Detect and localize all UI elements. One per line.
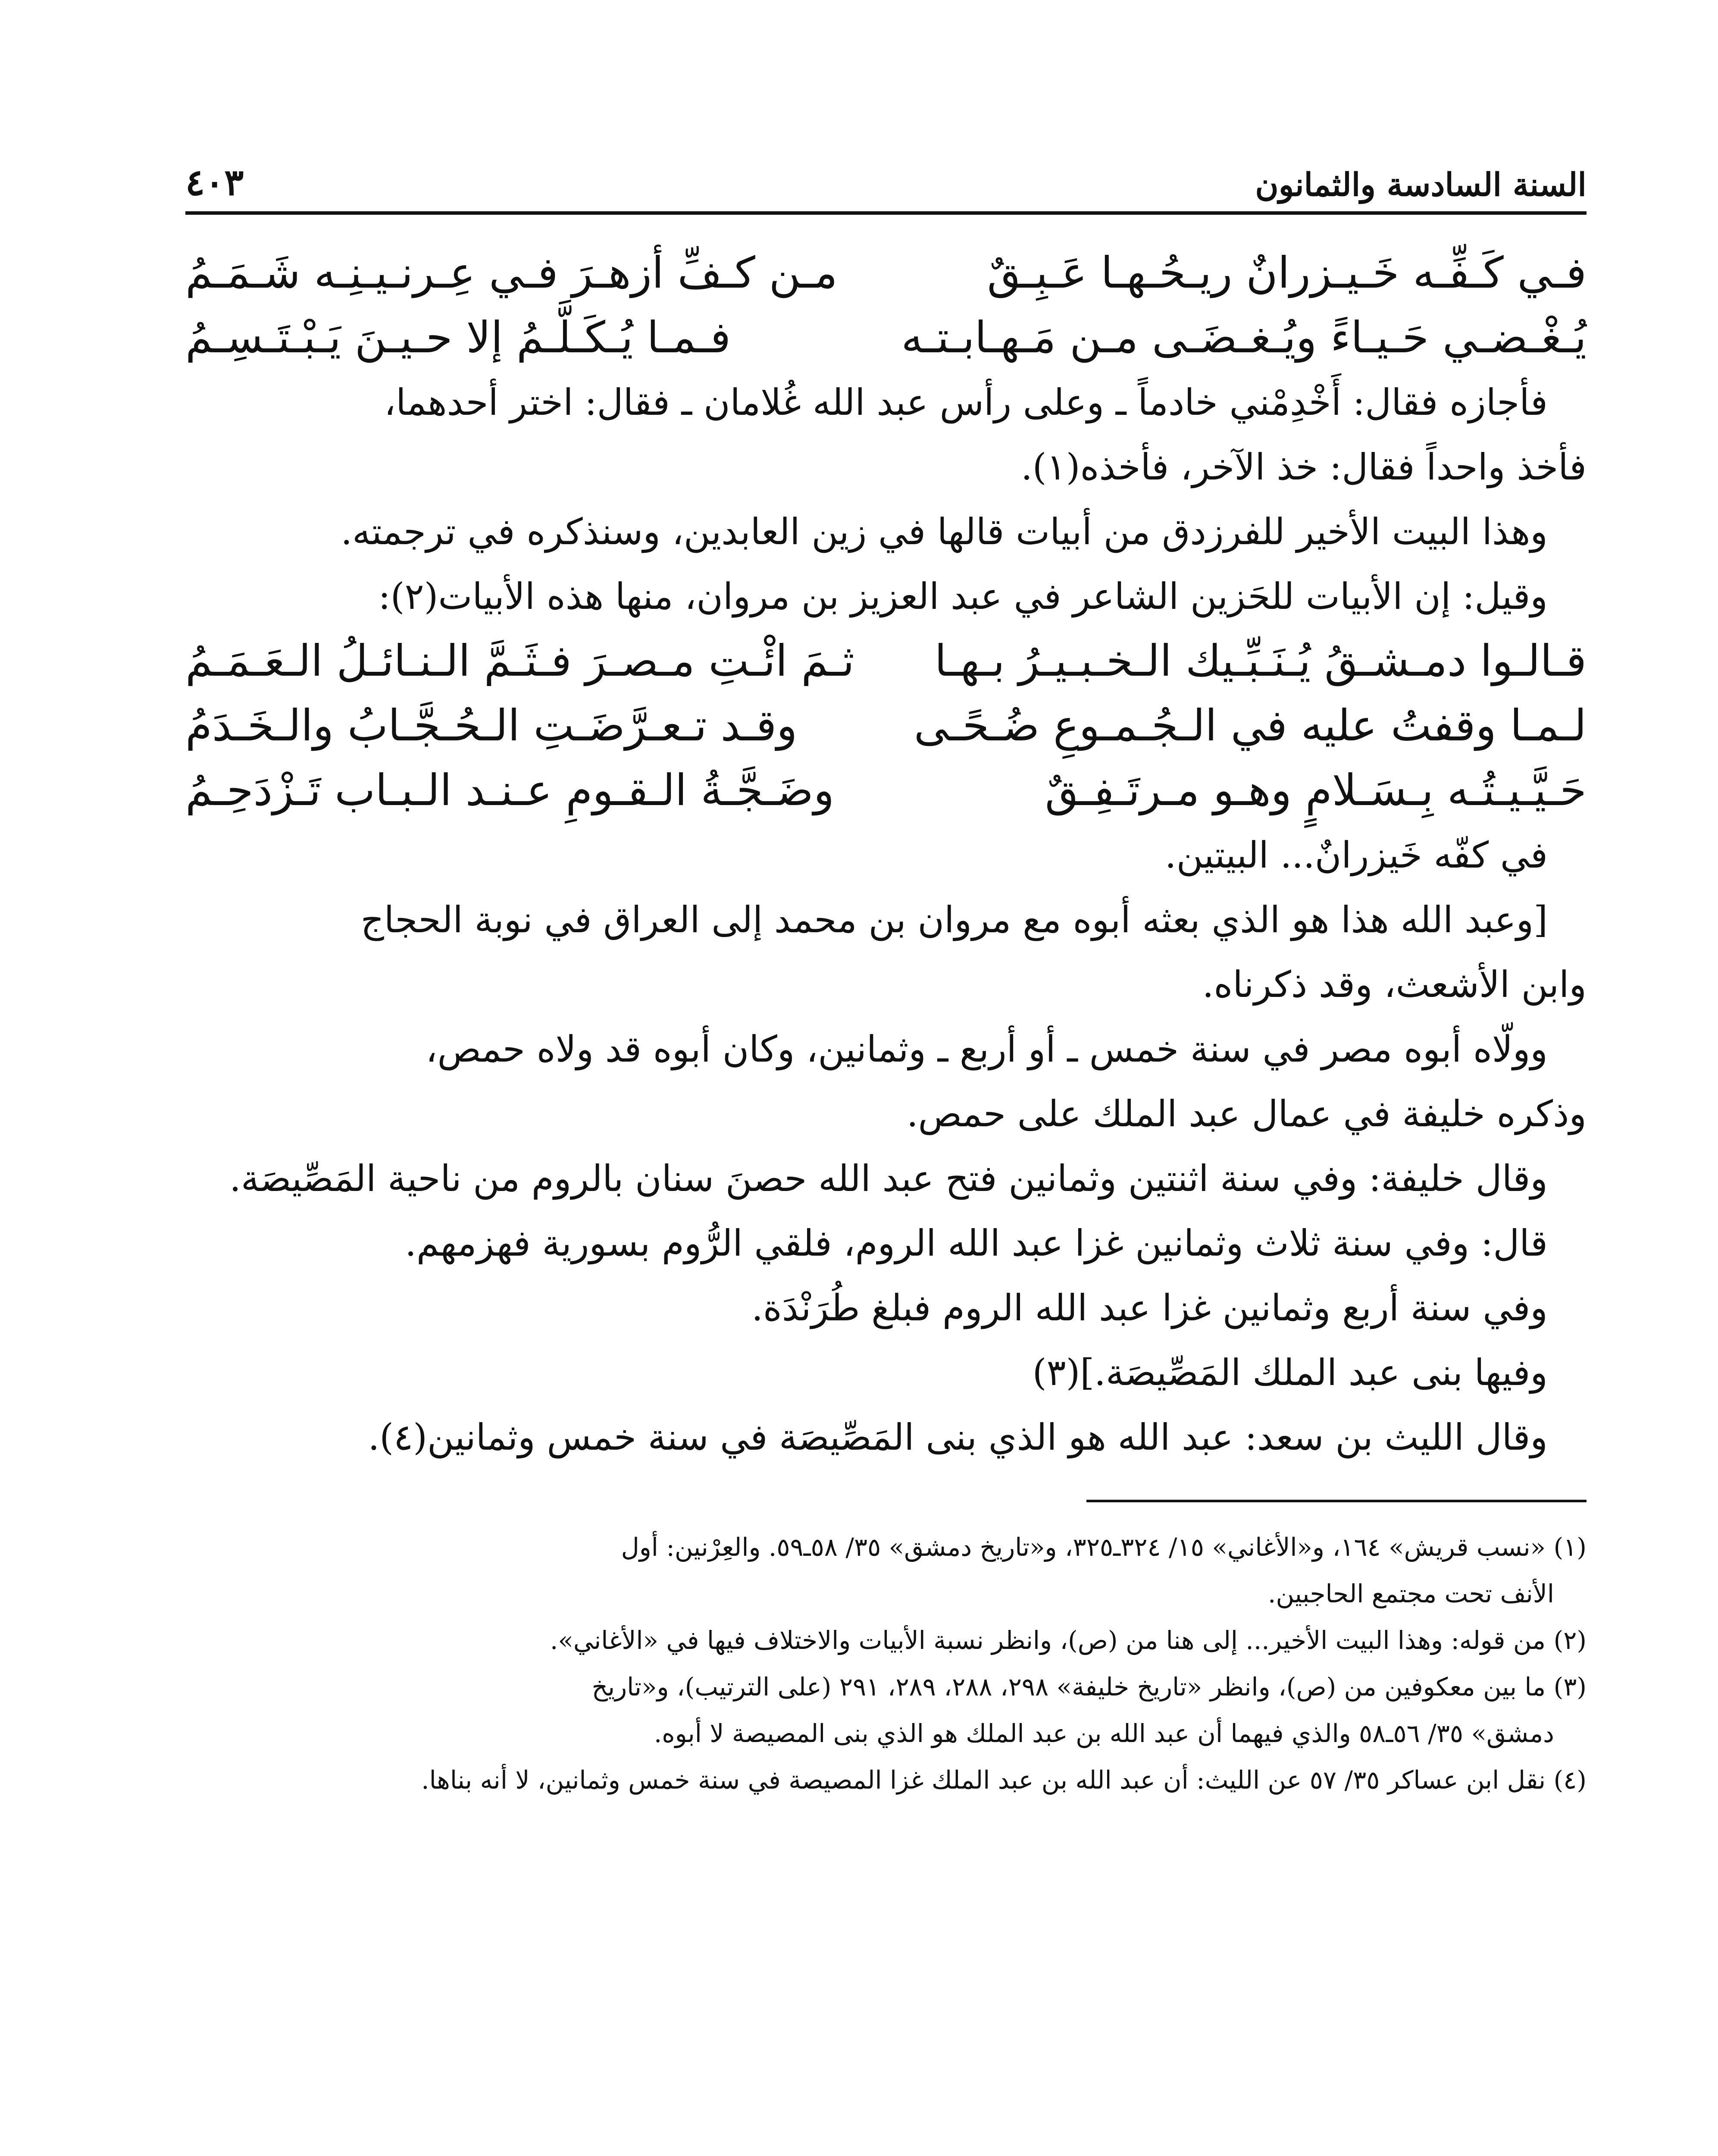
paragraph: في كفّه خَيزرانٌ... البيتين.: [1164, 834, 1548, 876]
verse-first-hemistich: لـمـا وقفتُ عليه في الـجُـمـوعِ ضُـحًـى: [914, 700, 1587, 751]
verse-second-hemistich: فـمـا يُـكَـلَّـمُ إلا حـيـنَ يَـبْـتَـسِـمُ: [185, 312, 731, 363]
footnote-line: (١) «نسب قريش» ١٦٤، و«الأغاني» ١٥/ ٣٢٤ـ٣٢٥، و«تاريخ دمشق» ٣٥/ ٥٨ـ٥٩. والعِرْنين: أول: [621, 1532, 1587, 1562]
verse-first-hemistich: قـالـوا دمـشـقُ يُـنَـبِّـيك الـخـبـيـرُ بـهـا: [934, 636, 1587, 686]
paragraph: وفي سنة أربع وثمانين غزا عبد الله الروم فبلغ طُرَنْدَة.: [751, 1287, 1548, 1329]
verse-line: [185, 305, 1587, 370]
paragraph-line: وولّاه أبوه مصر في سنة خمس ـ أو أربع ـ وثمانين، وكان أبوه قد ولاه حمص،: [426, 1028, 1548, 1070]
paragraph: وقال خليفة: وفي سنة اثنتين وثمانين فتح عبد الله حصنَ سنان بالروم من ناحية المَصِّيصَة.: [229, 1157, 1548, 1200]
verse-first-hemistich: فـي كَـفِّـه خَـيـزرانٌ ريـحُـهـا عَـبِـقٌ: [987, 248, 1587, 298]
verse-second-hemistich: ثـمَ ائْـتِ مـصـرَ فـثَـمَّ الـنـائـلُ الـعَـمَـمُ: [185, 636, 855, 686]
footnote-line: (٢) من قوله: وهذا البيت الأخير... إلى هنا من (ص)، وانظر نسبة الأبيات والاختلاف فيها في «الأغاني».: [550, 1626, 1587, 1655]
book-page: [185, 129, 1587, 2156]
paragraph-line: وذكره خليفة في عمال عبد الملك على حمص.: [906, 1093, 1587, 1135]
footnotes: [185, 1524, 1587, 1803]
verse-second-hemistich: وضَـجَّـةُ الـقـومِ عـنـد الـبـاب تَـزْدَحِـمُ: [185, 765, 835, 815]
verse-first-hemistich: حَـيَّـيـتُـه بِـسَـلامٍ وهـو مـرتَـفِـقٌ: [1045, 765, 1587, 815]
footnote-line: (٤) نقل ابن عساكر ٣٥/ ٥٧ عن الليث: أن عبد الله بن عبد الملك غزا المصيصة في سنة خمس وثمانين، لا أنه بناها.: [421, 1765, 1587, 1795]
verse-first-hemistich: يُـغْـضـي حَـيـاءً ويُـغـضَـى مـن مَـهـابـتـه: [901, 312, 1587, 363]
page-number: ٤٠٣: [185, 161, 244, 204]
verse-line: [185, 629, 1587, 693]
verse-second-hemistich: وقـد تـعـرَّضَـتِ الـحُـجَّـابُ والـخَـدَمُ: [185, 700, 798, 751]
paragraph: وهذا البيت الأخير للفرزدق من أبيات قالها في زين العابدين، وسنذكره في ترجمته.: [341, 511, 1548, 553]
paragraph-line: فأخذ واحداً فقال: خذ الآخر، فأخذه(١).: [1021, 446, 1587, 488]
paragraph-line: فأجازه فقال: أَخْدِمْني خادماً ـ وعلى رأس عبد الله غُلامان ـ فقال: اختر أحدهما،: [384, 381, 1548, 423]
paragraph-line: [وعبد الله هذا هو الذي بعثه أبوه مع مروان بن محمد إلى العراق في نوبة الحجاج: [360, 899, 1548, 941]
paragraph: وقيل: إن الأبيات للحَزين الشاعر في عبد العزيز بن مروان، منها هذه الأبيات(٢):: [378, 575, 1548, 617]
paragraph: وفيها بنى عبد الملك المَصِّيصَة.](٣): [1032, 1351, 1548, 1394]
verse-second-hemistich: مـن كـفِّ أزهـرَ فـي عِـرنـيـنِـه شَـمَـمُ: [185, 248, 838, 298]
main-text: [185, 241, 1587, 1470]
footnote-line: دمشق» ٣٥/ ٥٦ـ٥٨ والذي فيهما أن عبد الله بن عبد الملك هو الذي بنى المصيصة لا أبوه.: [654, 1719, 1554, 1748]
footnote-line: (٣) ما بين معكوفين من (ص)، وانظر «تاريخ خليفة» ٢٩٨، ٢٨٨، ٢٨٩، ٢٩١ (على الترتيب)، و«تاريخ: [591, 1672, 1587, 1702]
paragraph-line: وابن الأشعث، وقد ذكرناه.: [1202, 963, 1587, 1006]
running-title: السنة السادسة والثمانون: [1255, 166, 1587, 204]
paragraph: وقال الليث بن سعد: عبد الله هو الذي بنى المَصِّيصَة في سنة خمس وثمانين(٤).: [368, 1416, 1548, 1458]
verse-line: [185, 693, 1587, 758]
footnote-divider: [1086, 1500, 1587, 1502]
footnote-line: الأنف تحت مجتمع الحاجبين.: [1268, 1579, 1554, 1608]
verse-line: [185, 241, 1587, 305]
paragraph: قال: وفي سنة ثلاث وثمانين غزا عبد الله الروم، فلقي الرُّوم بسورية فهزمهم.: [405, 1222, 1548, 1264]
verse-line: [185, 758, 1587, 823]
running-header: [185, 129, 1587, 215]
